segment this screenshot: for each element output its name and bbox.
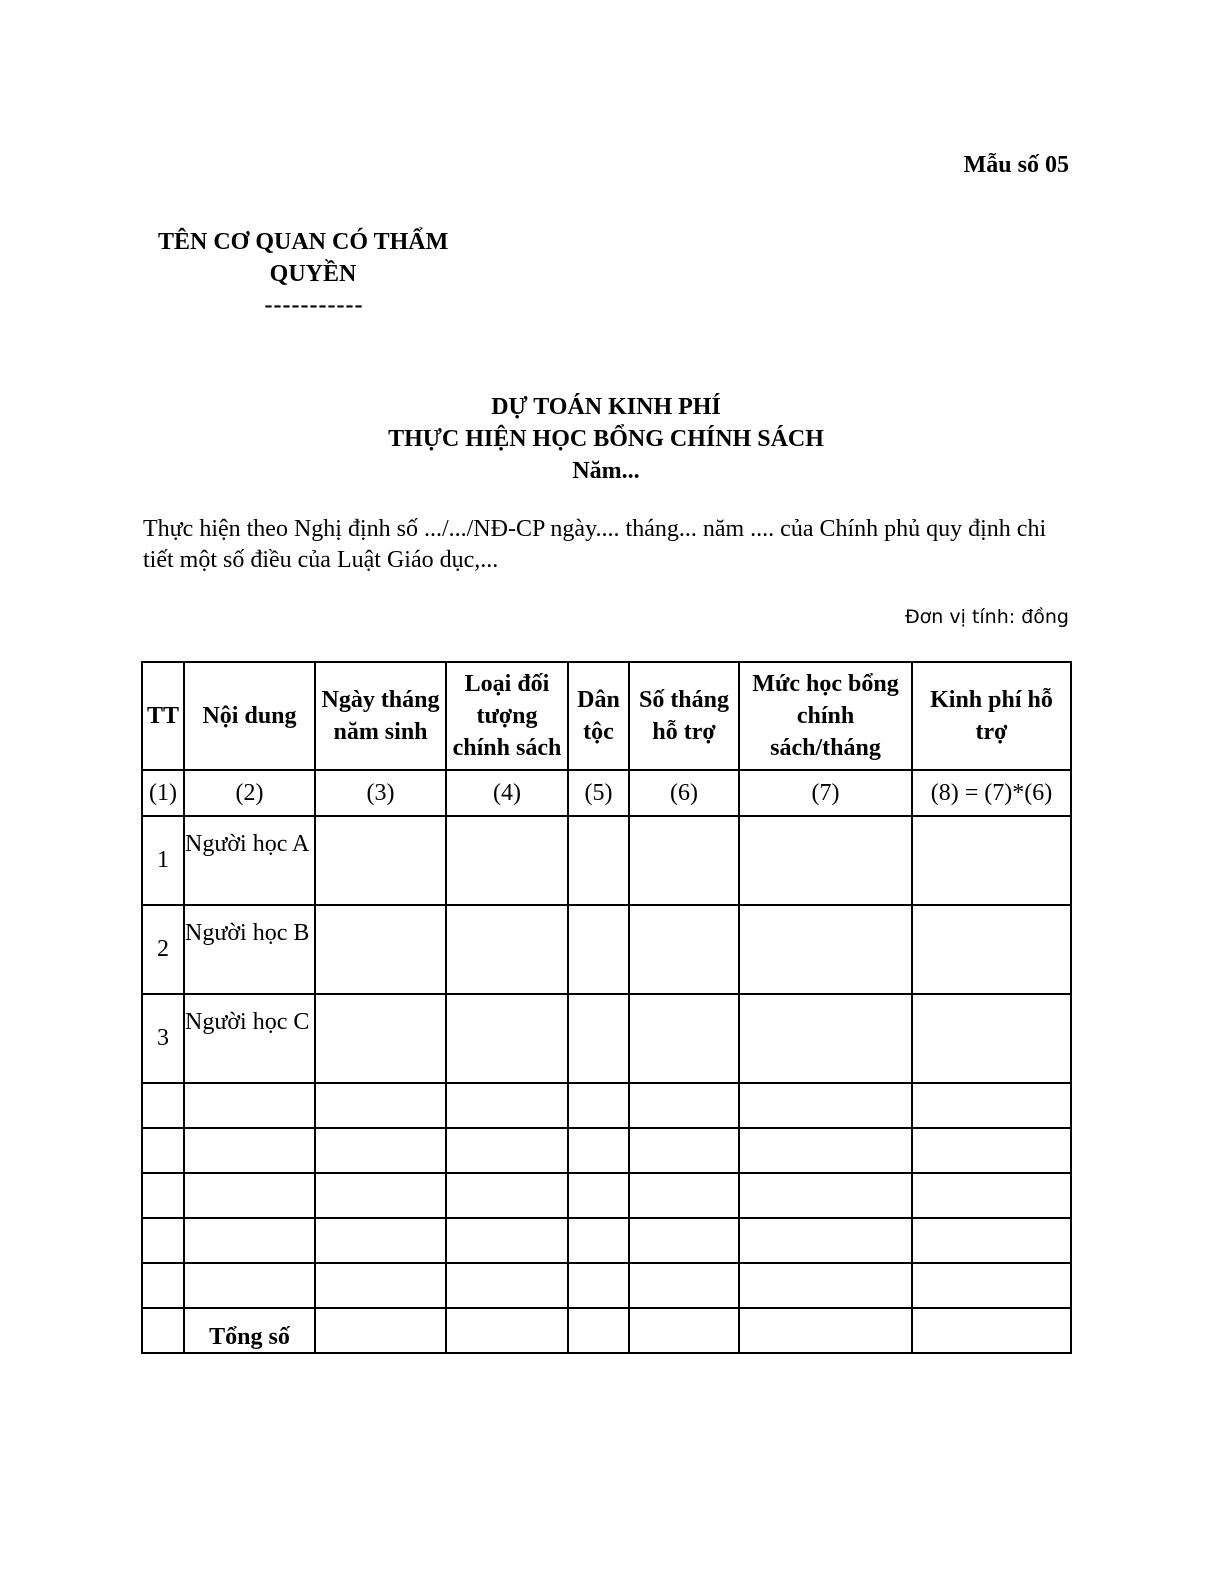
empty-cell <box>739 1128 912 1173</box>
blank-row <box>142 1263 1071 1308</box>
empty-cell <box>315 905 446 994</box>
empty-cell <box>912 1263 1071 1308</box>
empty-cell <box>629 1083 739 1128</box>
empty-cell <box>629 1308 739 1353</box>
column-number: (8) = (7)*(6) <box>912 770 1071 816</box>
agency-separator: ----------- <box>264 292 364 318</box>
title-line3: Năm... <box>572 458 640 484</box>
empty-cell <box>568 1263 629 1308</box>
empty-cell <box>142 1128 184 1173</box>
blank-row <box>142 1218 1071 1263</box>
empty-cell <box>629 905 739 994</box>
column-number: (6) <box>629 770 739 816</box>
empty-cell <box>568 816 629 905</box>
header-tt: TT <box>142 662 184 770</box>
empty-cell <box>912 994 1071 1083</box>
title-line1: DỰ TOÁN KINH PHÍ <box>491 394 721 420</box>
empty-cell <box>568 1173 629 1218</box>
empty-cell <box>315 1308 446 1353</box>
empty-cell <box>739 1083 912 1128</box>
table-row <box>142 994 1071 1083</box>
empty-cell <box>568 905 629 994</box>
header-scholarship-rate: Mức học bổng chính sách/tháng <box>739 662 912 770</box>
empty-cell <box>739 1263 912 1308</box>
form-number: Mẫu số 05 <box>963 152 1069 178</box>
empty-cell <box>315 1218 446 1263</box>
empty-cell <box>184 1083 315 1128</box>
empty-cell <box>446 1173 568 1218</box>
row-name: Người học C <box>184 994 315 1083</box>
empty-cell <box>739 905 912 994</box>
empty-cell <box>912 1218 1071 1263</box>
table-row <box>142 905 1071 994</box>
empty-cell <box>142 1083 184 1128</box>
empty-cell <box>739 1218 912 1263</box>
empty-cell <box>568 1308 629 1353</box>
row-name: Người học B <box>184 905 315 994</box>
row-tt: 2 <box>142 905 184 994</box>
empty-cell <box>184 1173 315 1218</box>
empty-cell <box>184 1263 315 1308</box>
agency-name-line1: TÊN CƠ QUAN CÓ THẨM <box>158 229 449 255</box>
row-tt: 3 <box>142 994 184 1083</box>
agency-name-line2: QUYỀN <box>269 261 357 287</box>
title-line2: THỰC HIỆN HỌC BỔNG CHÍNH SÁCH <box>388 426 824 452</box>
empty-cell <box>142 1218 184 1263</box>
empty-cell <box>912 905 1071 994</box>
empty-cell <box>446 816 568 905</box>
empty-cell <box>912 1173 1071 1218</box>
header-support-funding: Kinh phí hỗ trợ <box>912 662 1071 770</box>
empty-cell <box>446 1308 568 1353</box>
empty-cell <box>315 994 446 1083</box>
empty-cell <box>739 816 912 905</box>
empty-cell <box>629 994 739 1083</box>
empty-cell <box>142 1263 184 1308</box>
empty-cell <box>446 1218 568 1263</box>
empty-cell <box>568 1128 629 1173</box>
table-header-row <box>142 662 1071 770</box>
empty-cell <box>739 994 912 1083</box>
column-number: (3) <box>315 770 446 816</box>
empty-cell <box>568 994 629 1083</box>
total-row <box>142 1308 1071 1353</box>
unit-note: Đơn vị tính: đồng <box>904 606 1069 628</box>
empty-cell <box>315 1263 446 1308</box>
empty-cell <box>184 1218 315 1263</box>
empty-cell <box>568 1083 629 1128</box>
empty-cell <box>315 1173 446 1218</box>
row-tt: 1 <box>142 816 184 905</box>
empty-cell <box>629 816 739 905</box>
empty-cell <box>629 1218 739 1263</box>
agency-name <box>158 226 470 320</box>
empty-cell <box>629 1173 739 1218</box>
total-label: Tổng số <box>184 1308 315 1353</box>
blank-row <box>142 1083 1071 1128</box>
empty-cell <box>912 1128 1071 1173</box>
empty-cell <box>446 1263 568 1308</box>
header-ethnicity: Dân tộc <box>568 662 629 770</box>
empty-cell <box>446 1128 568 1173</box>
header-policy-type: Loại đối tượng chính sách <box>446 662 568 770</box>
blank-row <box>142 1128 1071 1173</box>
column-number: (5) <box>568 770 629 816</box>
empty-cell <box>912 1083 1071 1128</box>
empty-cell <box>739 1308 912 1353</box>
empty-cell <box>184 1128 315 1173</box>
header-months: Số tháng hỗ trợ <box>629 662 739 770</box>
empty-cell <box>315 816 446 905</box>
empty-cell <box>142 1308 184 1353</box>
blank-row <box>142 1173 1071 1218</box>
empty-cell <box>446 905 568 994</box>
empty-cell <box>912 816 1071 905</box>
column-number-row <box>142 770 1071 816</box>
budget-table <box>141 661 1072 1354</box>
empty-cell <box>568 1218 629 1263</box>
row-name: Người học A <box>184 816 315 905</box>
column-number: (4) <box>446 770 568 816</box>
empty-cell <box>446 994 568 1083</box>
header-content: Nội dung <box>184 662 315 770</box>
table-row <box>142 816 1071 905</box>
document-title <box>0 391 1212 487</box>
empty-cell <box>446 1083 568 1128</box>
column-number: (1) <box>142 770 184 816</box>
header-birth-date: Ngày tháng năm sinh <box>315 662 446 770</box>
empty-cell <box>629 1128 739 1173</box>
column-number: (7) <box>739 770 912 816</box>
empty-cell <box>629 1263 739 1308</box>
empty-cell <box>315 1083 446 1128</box>
empty-cell <box>315 1128 446 1173</box>
empty-cell <box>912 1308 1071 1353</box>
empty-cell <box>739 1173 912 1218</box>
empty-cell <box>142 1173 184 1218</box>
column-number: (2) <box>184 770 315 816</box>
intro-paragraph: Thực hiện theo Nghị định số .../.../NĐ-CP ngày.... tháng... năm .... của Chính phủ quy định chi tiết một số điều của Luật Giáo dục,... <box>143 516 1047 573</box>
